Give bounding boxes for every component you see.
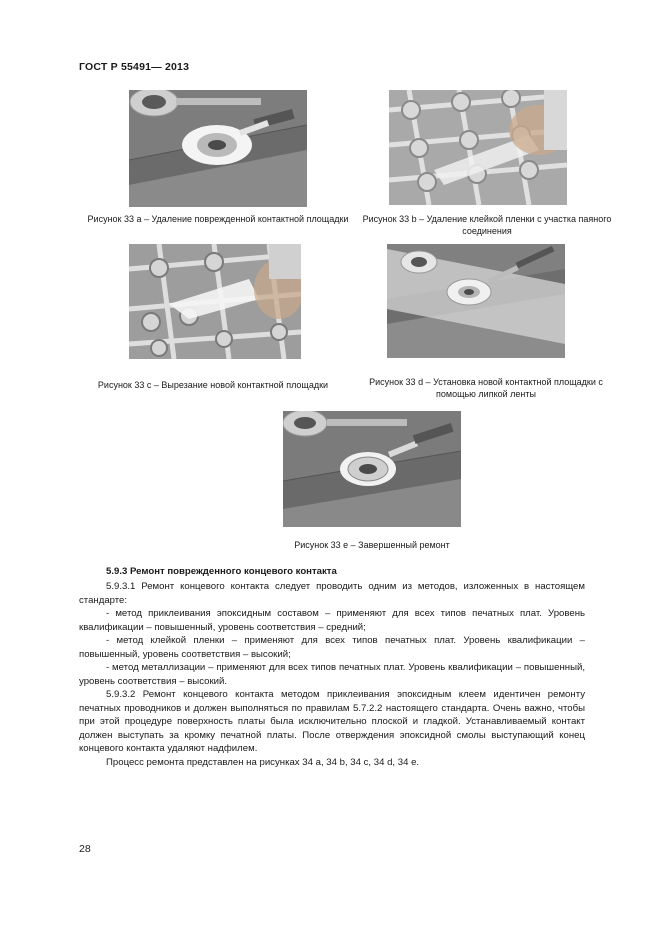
list-item: - метод металлизации – применяют для всех типов печатных плат. Уровень квалификации – повышенный, уровень соответствия – высокий. — [79, 662, 585, 687]
figure-33c-caption: Рисунок 33 c – Вырезание новой контактной площадки — [97, 380, 329, 390]
figure-33b-image — [389, 90, 567, 205]
figure-33d-image — [387, 244, 565, 358]
list-item: - метод клейкой пленки – применяют для всех типов печатных плат. Уровень квалификации – повышенный, уровень соответствия – высокий; — [79, 635, 585, 660]
list-item: - метод приклеивания эпоксидным составом – применяют для всех типов печатных плат. Уровень квалификации – повышенный, уровень соответствия – средний; — [79, 608, 585, 633]
paragraph: 5.9.3.2 Ремонт концевого контакта методом приклеивания эпоксидным клеем идентичен ремонту печатных проводников и должен выполняться по правилам 5.7.2.2 настоящего стандарта. Очень важно, чтобы при этой процедуре поверхность платы была исключительно плоской и гладкой. Устанавливаемый контакт должен выступать за кромку печатной платы. После отверждения эпоксидной смолы выступающий конец концевого контакта удаляют надфилем. — [79, 689, 585, 754]
body-text — [79, 580, 585, 769]
figure-33e-image — [283, 411, 461, 527]
figure-33d-caption: Рисунок 33 d – Установка новой контактной площадки с помощью липкой ленты — [369, 377, 603, 399]
paragraph: Процесс ремонта представлен на рисунках 34 a, 34 b, 34 c, 34 d, 34 e. — [106, 756, 420, 768]
document-header: ГОСТ Р 55491— 2013 — [79, 61, 190, 73]
section-heading: 5.9.3 Ремонт поврежденного концевого контакта — [106, 566, 337, 577]
figure-33a-caption: Рисунок 33 a – Удаление поврежденной контактной площадки — [87, 214, 349, 224]
figure-33b-caption: Рисунок 33 b – Удаление клейкой пленки с участка паяного соединения — [362, 214, 612, 236]
figure-33a-image — [129, 90, 307, 207]
figure-33e-caption: Рисунок 33 e – Завершенный ремонт — [294, 540, 450, 550]
figure-33c-image — [129, 244, 301, 359]
paragraph: 5.9.3.1 Ремонт концевого контакта следует проводить одним из методов, изложенных в настоящем стандарте: — [79, 581, 585, 606]
page-number: 28 — [79, 843, 91, 855]
